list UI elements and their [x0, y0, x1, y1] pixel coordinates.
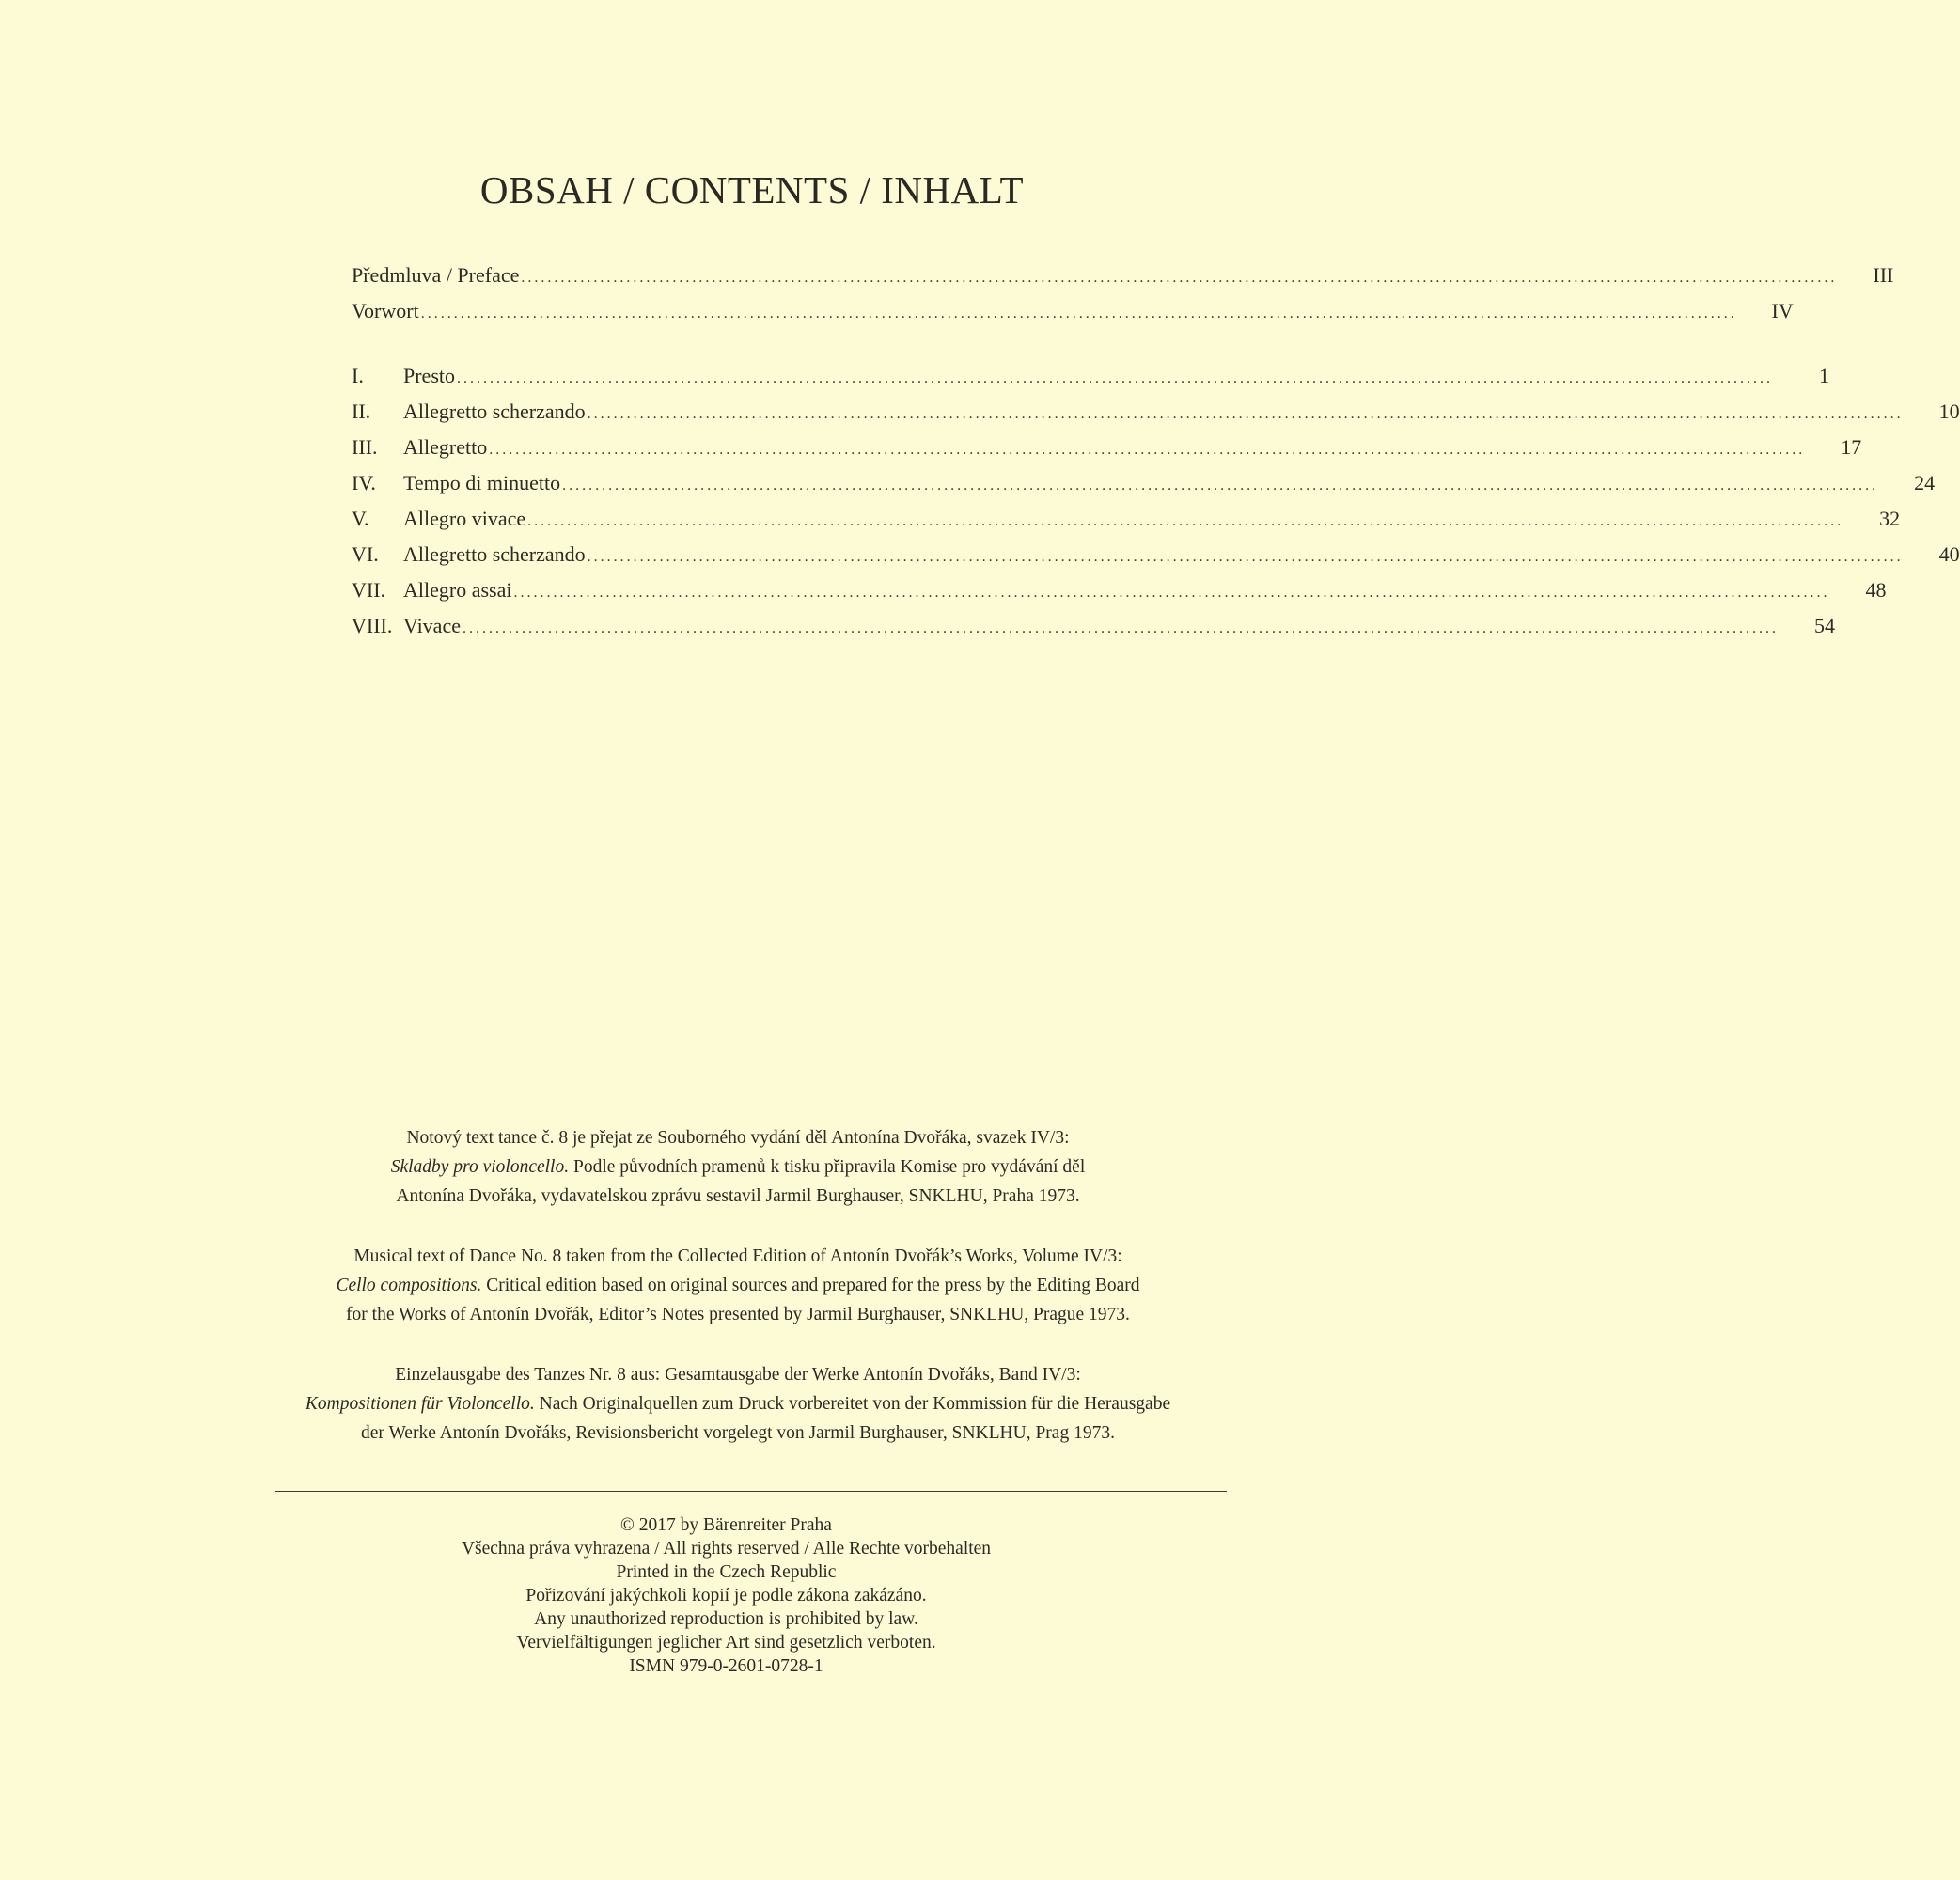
- toc-movement-entry: [352, 400, 1960, 435]
- toc-movement-entry: [352, 471, 1936, 507]
- horizontal-divider: [275, 1491, 1227, 1492]
- toc-movement-page: 48: [1865, 578, 1887, 602]
- note-line: der Werke Antonín Dvořáks, Revisionsbericht vorgelegt von Jarmil Burghauser, SNKLHU, Prag 1973.: [361, 1423, 1115, 1443]
- copyright-imprint: [0, 1513, 1452, 1678]
- toc-movement-label: Allegro assai: [403, 578, 512, 602]
- toc-entry-label: Vorwort: [352, 299, 419, 322]
- toc-movement-label: Allegretto: [403, 435, 488, 459]
- toc-leader-dots: ........................................................................................................................................................................................................: [513, 585, 1830, 601]
- toc-leader-dots: ........................................................................................................................................................................................................: [587, 549, 1904, 565]
- toc-leader-dots: ........................................................................................................................................................................................................: [562, 478, 1879, 494]
- toc-front-matter: [352, 263, 1894, 335]
- toc-movement-number: VIII.: [352, 614, 393, 637]
- toc-movement-entry: [352, 578, 1887, 614]
- toc-leader-dots: ........................................................................................................................................................................................................: [457, 370, 1773, 386]
- note-text: Critical edition based on original sources and prepared for the press by the Editing Board: [481, 1276, 1140, 1295]
- note-text: Nach Originalquellen zum Druck vorbereitet von der Kommission für die Herausgabe: [534, 1394, 1171, 1414]
- toc-movement-page: 32: [1879, 507, 1901, 530]
- toc-entry-vorwort: [352, 299, 1794, 335]
- toc-movement-entry: [352, 614, 1835, 650]
- toc-movement-page: 10: [1938, 400, 1960, 423]
- toc-movement-number: VI.: [352, 542, 379, 566]
- toc-movement-entry: [352, 507, 1901, 542]
- toc-leader-dots: ........................................................................................................................................................................................................: [587, 406, 1904, 422]
- note-line: for the Works of Antonín Dvořák, Editor’s Notes presented by Jarmil Burghauser, SNKLHU, Prague 1973.: [346, 1305, 1130, 1324]
- toc-movement-number: VII.: [352, 578, 386, 602]
- toc-movement-label: Allegro vivace: [403, 507, 526, 530]
- toc-leader-dots: ........................................................................................................................................................................................................: [527, 513, 1844, 529]
- toc-movement-number: III.: [352, 435, 378, 459]
- toc-movement-number: II.: [352, 400, 371, 423]
- toc-entry-page: III: [1873, 263, 1894, 287]
- toc-movement-label: Vivace: [403, 614, 461, 637]
- toc-movement-page: 1: [1819, 364, 1829, 387]
- toc-leader-dots: ........................................................................................................................................................................................................: [462, 620, 1779, 636]
- imprint-rights: Všechna práva vyhrazena / All rights reserved / Alle Rechte vorbehalten: [461, 1539, 992, 1559]
- note-italic-title: Skladby pro violoncello.: [390, 1157, 570, 1177]
- source-note-english: [216, 1242, 1260, 1329]
- page-title: OBSAH / CONTENTS / INHALT: [479, 168, 1025, 212]
- toc-movement-page: 40: [1938, 542, 1960, 566]
- imprint-copy-warning-en: Any unauthorized reproduction is prohibited by law.: [534, 1609, 918, 1629]
- toc-entry-page: IV: [1771, 299, 1794, 322]
- toc-movement-page: 17: [1841, 435, 1862, 459]
- note-italic-title: Kompositionen für Violoncello.: [305, 1394, 535, 1414]
- toc-movements: [352, 364, 1960, 650]
- toc-entry-label: Předmluva / Preface: [352, 263, 520, 287]
- note-line: Einzelausgabe des Tanzes Nr. 8 aus: Gesamtausgabe der Werke Antonín Dvořáks, Band IV/3:: [395, 1365, 1081, 1385]
- toc-movement-label: Allegretto scherzando: [403, 542, 586, 566]
- note-line: Notový text tance č. 8 je přejat ze Souborného vydání děl Antonína Dvořáka, svazek IV/3:: [406, 1128, 1070, 1148]
- imprint-copy-warning-cs: Pořizování jakýchkoli kopií je podle zákona zakázáno.: [525, 1586, 927, 1606]
- note-line: [216, 1271, 1260, 1300]
- note-line: [216, 1152, 1260, 1182]
- source-note-czech: [216, 1123, 1260, 1211]
- note-italic-title: Cello compositions.: [336, 1276, 482, 1295]
- toc-movement-label: Allegretto scherzando: [403, 400, 586, 423]
- toc-movement-number: I.: [352, 364, 364, 387]
- toc-movement-page: 54: [1813, 614, 1835, 637]
- imprint-ismn: ISMN 979-0-2601-0728-1: [629, 1656, 823, 1676]
- note-text: Podle původních pramenů k tisku připravila Komise pro vydávání děl: [569, 1157, 1086, 1177]
- imprint-copyright: © 2017 by Bärenreiter Praha: [620, 1515, 832, 1535]
- imprint-copy-warning-de: Vervielfältigungen jeglicher Art sind gesetzlich verboten.: [516, 1633, 936, 1653]
- toc-movement-number: V.: [352, 507, 369, 530]
- source-note-german: [216, 1360, 1260, 1448]
- toc-movement-label: Tempo di minuetto: [403, 471, 561, 494]
- imprint-printed: Printed in the Czech Republic: [616, 1562, 837, 1582]
- note-line: Antonína Dvořáka, vydavatelskou zprávu sestavil Jarmil Burghauser, SNKLHU, Praha 1973.: [396, 1186, 1080, 1206]
- toc-movement-number: IV.: [352, 471, 376, 494]
- toc-leader-dots: ........................................................................................................................................................................................................: [521, 270, 1838, 286]
- toc-leader-dots: ........................................................................................................................................................................................................: [420, 306, 1737, 321]
- toc-movement-entry: [352, 542, 1960, 578]
- toc-movement-page: 24: [1914, 471, 1936, 494]
- note-line: [216, 1389, 1260, 1418]
- toc-entry-preface: [352, 263, 1894, 299]
- toc-movement-entry: [352, 435, 1862, 471]
- toc-movement-label: Presto: [403, 364, 455, 387]
- note-line: Musical text of Dance No. 8 taken from the Collected Edition of Antonín Dvořák’s Works, Volume IV/3:: [353, 1246, 1122, 1266]
- toc-movement-entry: [352, 364, 1829, 400]
- toc-leader-dots: ........................................................................................................................................................................................................: [489, 442, 1806, 458]
